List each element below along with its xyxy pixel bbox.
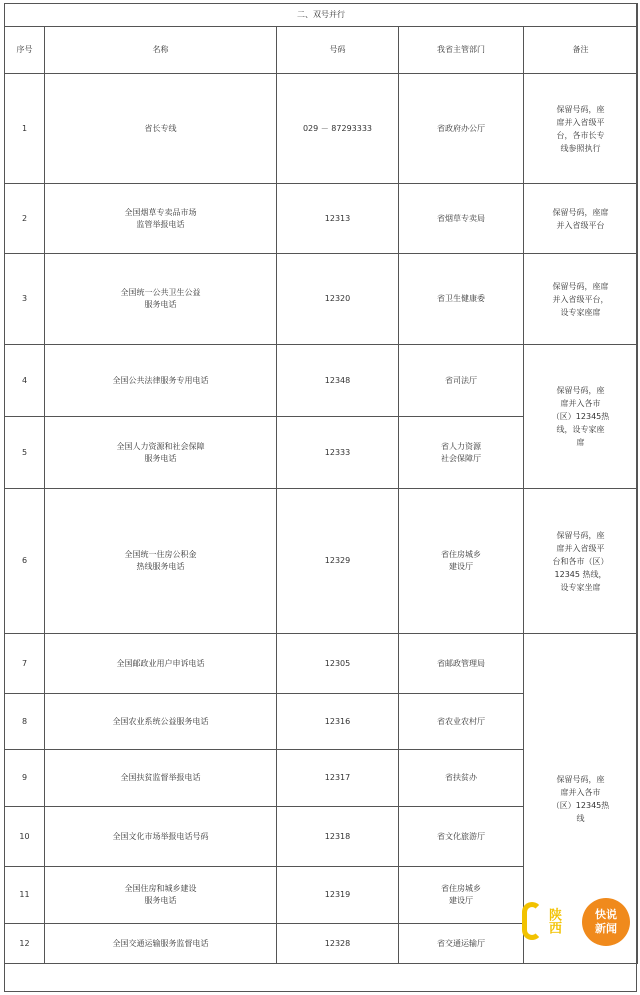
row-seq: 5	[5, 417, 45, 489]
row-dept: 省扶贫办	[399, 750, 524, 807]
row-number: 12313	[277, 184, 399, 254]
row-name: 全国扶贫监督举报电话	[45, 750, 277, 807]
row-number: 12318	[277, 807, 399, 867]
row-name: 全国公共法律服务专用电话	[45, 345, 277, 417]
row-dept: 省邮政管理局	[399, 634, 524, 694]
row-remark: 保留号码，座 席并入省级平 台和各市（区） 12345 热线， 设专家坐席	[524, 489, 638, 634]
header-remark: 备注	[524, 27, 638, 74]
header-name: 名称	[45, 27, 277, 74]
row-dept: 省司法厅	[399, 345, 524, 417]
row-dept: 省政府办公厅	[399, 74, 524, 184]
row-number: 029 － 87293333	[277, 74, 399, 184]
row-number: 12317	[277, 750, 399, 807]
row-number: 12348	[277, 345, 399, 417]
section-title: 二、双号并行	[5, 4, 638, 27]
row-seq: 1	[5, 74, 45, 184]
row-dept: 省人力资源 社会保障厅	[399, 417, 524, 489]
row-number: 12305	[277, 634, 399, 694]
header-seq: 序号	[5, 27, 45, 74]
row-remark: 保留号码，座席 并入省级平台	[524, 184, 638, 254]
row-dept: 省卫生健康委	[399, 254, 524, 345]
table-row	[5, 634, 638, 694]
row-number: 12333	[277, 417, 399, 489]
row-remark: 保留号码，座 席并入各市 （区）12345热 线，设专家座 席	[524, 345, 638, 489]
watermark-logos	[522, 898, 634, 946]
row-name: 全国交通运输服务监督电话	[45, 924, 277, 964]
row-seq: 11	[5, 867, 45, 924]
section-title-row	[5, 4, 638, 27]
row-seq: 6	[5, 489, 45, 634]
table-row	[5, 345, 638, 417]
header-row	[5, 27, 638, 74]
row-dept: 省住房城乡 建设厅	[399, 489, 524, 634]
row-dept: 省烟草专卖局	[399, 184, 524, 254]
header-number: 号码	[277, 27, 399, 74]
row-seq: 7	[5, 634, 45, 694]
table-row	[5, 489, 638, 634]
shaanxi-logo	[522, 902, 576, 942]
row-name: 全国烟草专卖品市场 监管举报电话	[45, 184, 277, 254]
row-name: 全国人力资源和社会保障 服务电话	[45, 417, 277, 489]
row-number: 12328	[277, 924, 399, 964]
row-number: 12316	[277, 694, 399, 750]
row-seq: 8	[5, 694, 45, 750]
row-remark: 保留号码，座 席并入省级平 台，各市长专 线参照执行	[524, 74, 638, 184]
row-seq: 4	[5, 345, 45, 417]
header-dept: 我省主管部门	[399, 27, 524, 74]
row-dept: 省农业农村厅	[399, 694, 524, 750]
row-name: 省长专线	[45, 74, 277, 184]
row-name: 全国住房和城乡建设 服务电话	[45, 867, 277, 924]
kuaishuo-news-logo	[582, 898, 630, 946]
row-name: 全国统一公共卫生公益 服务电话	[45, 254, 277, 345]
row-number: 12319	[277, 867, 399, 924]
logo-line-1: 快说	[595, 908, 617, 921]
row-dept: 省住房城乡 建设厅	[399, 867, 524, 924]
row-seq: 9	[5, 750, 45, 807]
s-logo-icon	[522, 902, 542, 940]
hotline-table	[4, 3, 638, 964]
row-name: 全国农业系统公益服务电话	[45, 694, 277, 750]
row-name: 全国邮政业用户申诉电话	[45, 634, 277, 694]
row-name: 全国文化市场举报电话号码	[45, 807, 277, 867]
table-row	[5, 254, 638, 345]
row-name: 全国统一住房公积金 热线服务电话	[45, 489, 277, 634]
row-seq: 12	[5, 924, 45, 964]
row-remark: 保留号码，座席 并入省级平台， 设专家座席	[524, 254, 638, 345]
row-seq: 2	[5, 184, 45, 254]
row-dept: 省交通运输厅	[399, 924, 524, 964]
row-number: 12329	[277, 489, 399, 634]
logo-line-2: 新闻	[595, 922, 617, 935]
row-seq: 10	[5, 807, 45, 867]
row-number: 12320	[277, 254, 399, 345]
row-remark: 保留号码，座 席并入各市 （区）12345热 线	[524, 634, 638, 964]
row-dept: 省文化旅游厅	[399, 807, 524, 867]
shaanxi-logo-text: 陕西	[546, 908, 561, 934]
row-seq: 3	[5, 254, 45, 345]
table-row	[5, 74, 638, 184]
table-row	[5, 184, 638, 254]
